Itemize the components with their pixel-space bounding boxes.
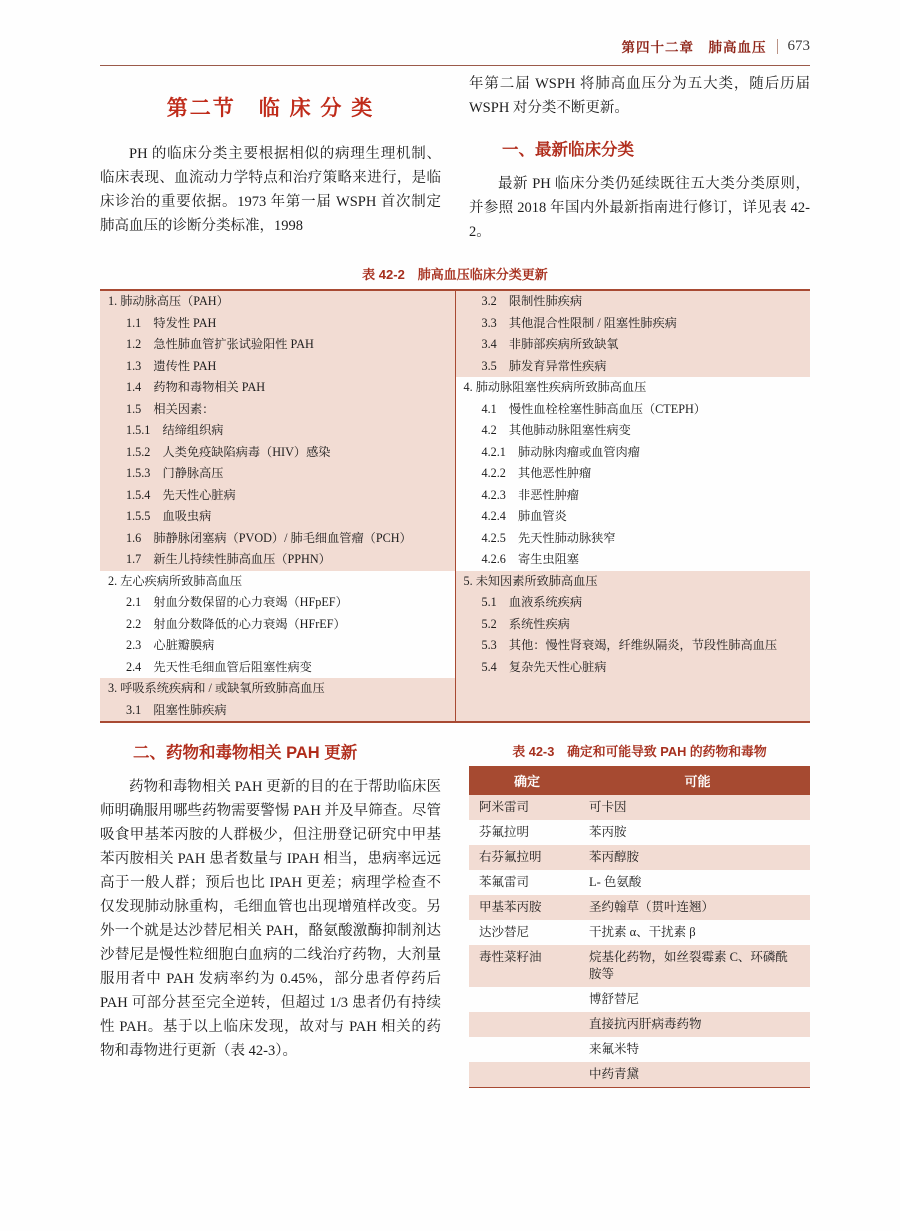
table-row: 1.4 药物和毒物相关 PAH	[126, 380, 266, 394]
chapter-title: 第四十二章 肺高血压	[621, 40, 767, 55]
paragraph-1: 最新 PH 临床分类仍延续既往五大类分类原则，并参照 2018 年国内外最新指南进行修订，详见表 42-2。	[469, 176, 810, 240]
table-cell	[469, 987, 585, 1012]
table-row	[469, 1037, 810, 1062]
table-row: 4.2.6 寄生虫阻塞	[481, 552, 579, 566]
page-number: 673	[787, 37, 810, 54]
subsection-heading-2: 二、药物和毒物相关 PAH 更新	[133, 744, 358, 762]
table-cell: 毒性菜籽油	[479, 950, 542, 964]
table-row	[469, 795, 810, 820]
intro-paragraph-right: 年第二届 WSPH 将肺高血压分为五大类，随后历届 WSPH 对分类不断更新。	[469, 76, 810, 116]
table-cell: 来氟米特	[588, 1042, 639, 1056]
table-42-2-right-column	[455, 291, 811, 721]
table-row	[469, 945, 810, 987]
table-row: 5.4 复杂先天性心脏病	[481, 659, 607, 674]
table-cell: 中药青黛	[588, 1067, 639, 1081]
table-42-2-left-column	[100, 291, 455, 721]
table-row	[469, 845, 810, 870]
table-cell: L- 色氨酸	[588, 875, 642, 889]
table-cell: 圣约翰草（贯叶连翘）	[588, 900, 714, 914]
running-head	[100, 36, 810, 66]
table-row: 3.5 肺发育异常性疾病	[481, 358, 607, 373]
table-42-3-header	[469, 766, 810, 795]
table-42-2-caption: 表 42-2 肺高血压临床分类更新	[362, 267, 548, 282]
table-row: 2.1 射血分数保留的心力衰竭（HFpEF）	[126, 595, 348, 609]
table-42-2	[100, 289, 810, 723]
table-row: 2.4 先天性毛细血管后阻塞性病变	[126, 659, 312, 674]
table-row: 1.1 特发性 PAH	[126, 315, 217, 330]
table-cell: 苯氟雷司	[479, 875, 530, 889]
intro-paragraph-left: PH 的临床分类主要根据相似的病理生理机制、临床表现、血流动力学特点和治疗策略来进行，是临床诊治的重要依据。1973 年第一届 WSPH 首次制定肺高血压的诊断分类标准，1998	[100, 146, 441, 234]
t2-group-5	[456, 571, 811, 722]
table-cell	[469, 1062, 585, 1087]
table-row	[469, 1012, 810, 1037]
subsection-heading-1: 一、最新临床分类	[502, 141, 634, 159]
table-row: 4.2.1 肺动脉肉瘤或血管肉瘤	[481, 444, 640, 459]
table-cell: 博舒替尼	[588, 992, 639, 1006]
bottom-columns	[100, 723, 810, 1088]
table-42-3	[469, 766, 810, 1088]
table-row: 4.2.2 其他恶性肿瘤	[481, 466, 592, 480]
table-row: 2. 左心疾病所致肺高血压	[108, 573, 243, 588]
table-cell: 达沙替尼	[479, 925, 530, 939]
table-row: 3.3 其他混合性限制 / 阻塞性肺疾病	[481, 315, 677, 330]
column-header-possible: 可能	[684, 774, 711, 789]
table-cell: 苯丙胺	[588, 825, 627, 839]
t2-group-1	[100, 291, 455, 571]
table-row: 5.3 其他：慢性肾衰竭，纤维纵隔炎，节段性肺高血压	[481, 638, 778, 652]
table-row: 5.1 血液系统疾病	[481, 595, 583, 609]
table-row: 1.5.4 先天性心脏病	[126, 487, 236, 502]
table-cell: 芬氟拉明	[479, 825, 530, 839]
table-row	[469, 1062, 810, 1087]
table-cell	[469, 1012, 585, 1037]
table-row: 4.2.3 非恶性肿瘤	[481, 487, 579, 502]
table-row: 3. 呼吸系统疾病和 / 或缺氧所致肺高血压	[108, 681, 325, 695]
table-row: 2.3 心脏瓣膜病	[126, 638, 215, 652]
table-row: 2.2 射血分数降低的心力衰竭（HFrEF）	[126, 616, 346, 631]
table-cell: 甲基苯丙胺	[479, 900, 542, 914]
t2-group-4	[456, 377, 811, 571]
t2-group-3	[100, 678, 455, 721]
table-cell	[469, 1037, 585, 1062]
table-row: 5.2 系统性疾病	[481, 616, 570, 631]
table-row: 1.7 新生儿持续性肺高血压（PPHN）	[126, 552, 331, 566]
paragraph-2: 药物和毒物相关 PAH 更新的目的在于帮助临床医师明确服用哪些药物需要警惕 PAH 并及早筛查。尽管吸食甲基苯丙胺的人群极少，但注册登记研究中甲基苯丙胺相关 PAH 患者数量与 IPAH 相当，患病率远远高于一般人群；预后也比 IPAH 更差；病理学检查不仅发现肺动脉重构，毛细血管也出现增殖样改变。另外一个就是达沙替尼相关 PAH，酪氨酸激酶抑制剂达沙替尼是慢性粒细胞白血病的二线治疗药物，大剂量服用者中 PAH 发病率约为 0.45%，部分患者停药后 PAH 可部分甚至完全逆转，但超过 1/3 患者仍有持续性 PAH。基于以上临床发现，故对与 PAH 相关的药物和毒物进行更新（表 42-3）。	[100, 779, 441, 1059]
table-cell: 右芬氟拉明	[479, 850, 542, 864]
table-row: 1.5.3 门静脉高压	[126, 466, 224, 480]
table-row: 1. 肺动脉高压（PAH）	[108, 294, 229, 308]
table-row: 1.5.1 结缔组织病	[126, 423, 224, 437]
table-cell: 阿米雷司	[479, 800, 530, 814]
table-row: 4.2 其他肺动脉阻塞性病变	[481, 423, 631, 437]
table-cell: 直接抗丙肝病毒药物	[588, 1017, 702, 1031]
table-row	[469, 870, 810, 895]
table-row: 3.1 阻塞性肺疾病	[126, 702, 227, 717]
table-cell: 烷基化药物，如丝裂霉素 C、环磷酰胺等	[588, 950, 788, 981]
t2-group-3-cont	[456, 291, 811, 377]
section-title: 第二节 临 床 分 类	[166, 97, 375, 120]
table-row: 3.2 限制性肺疾病	[481, 294, 583, 308]
left-column-bottom	[100, 723, 441, 1088]
table-row	[469, 920, 810, 945]
table-cell: 可卡因	[588, 800, 627, 814]
right-column-top	[469, 66, 810, 244]
table-42-3-caption: 表 42-3 确定和可能导致 PAH 的药物和毒物	[512, 744, 767, 759]
right-column-bottom	[469, 723, 810, 1088]
table-row: 1.3 遗传性 PAH	[126, 358, 217, 373]
table-row: 4.1 慢性血栓栓塞性肺高血压（CTEPH）	[481, 401, 706, 416]
table-row: 1.5.5 血吸虫病	[126, 509, 212, 523]
table-row: 1.5 相关因素：	[126, 401, 215, 416]
left-column-top	[100, 66, 441, 244]
table-row	[469, 820, 810, 845]
table-row: 4.2.4 肺血管炎	[481, 509, 567, 523]
table-row: 5. 未知因素所致肺高血压	[463, 573, 598, 588]
table-row: 1.6 肺静脉闭塞病（PVOD）/ 肺毛细血管瘤（PCH）	[126, 530, 412, 545]
column-header-confirmed: 确定	[513, 774, 540, 789]
table-row	[469, 895, 810, 920]
table-row	[469, 987, 810, 1012]
table-row: 4.2.5 先天性肺动脉狭窄	[481, 530, 616, 545]
header-divider	[777, 39, 778, 54]
table-row: 1.2 急性肺血管扩张试验阳性 PAH	[126, 337, 314, 351]
table-cell: 苯丙醇胺	[588, 850, 639, 864]
table-row: 3.4 非肺部疾病所致缺氧	[481, 337, 619, 351]
table-row: 4. 肺动脉阻塞性疾病所致肺高血压	[463, 380, 647, 394]
table-cell: 干扰素 α、干扰素 β	[588, 925, 696, 939]
top-columns	[100, 66, 810, 244]
table-row: 1.5.2 人类免疫缺陷病毒（HIV）感染	[126, 444, 331, 459]
t2-group-2	[100, 571, 455, 679]
